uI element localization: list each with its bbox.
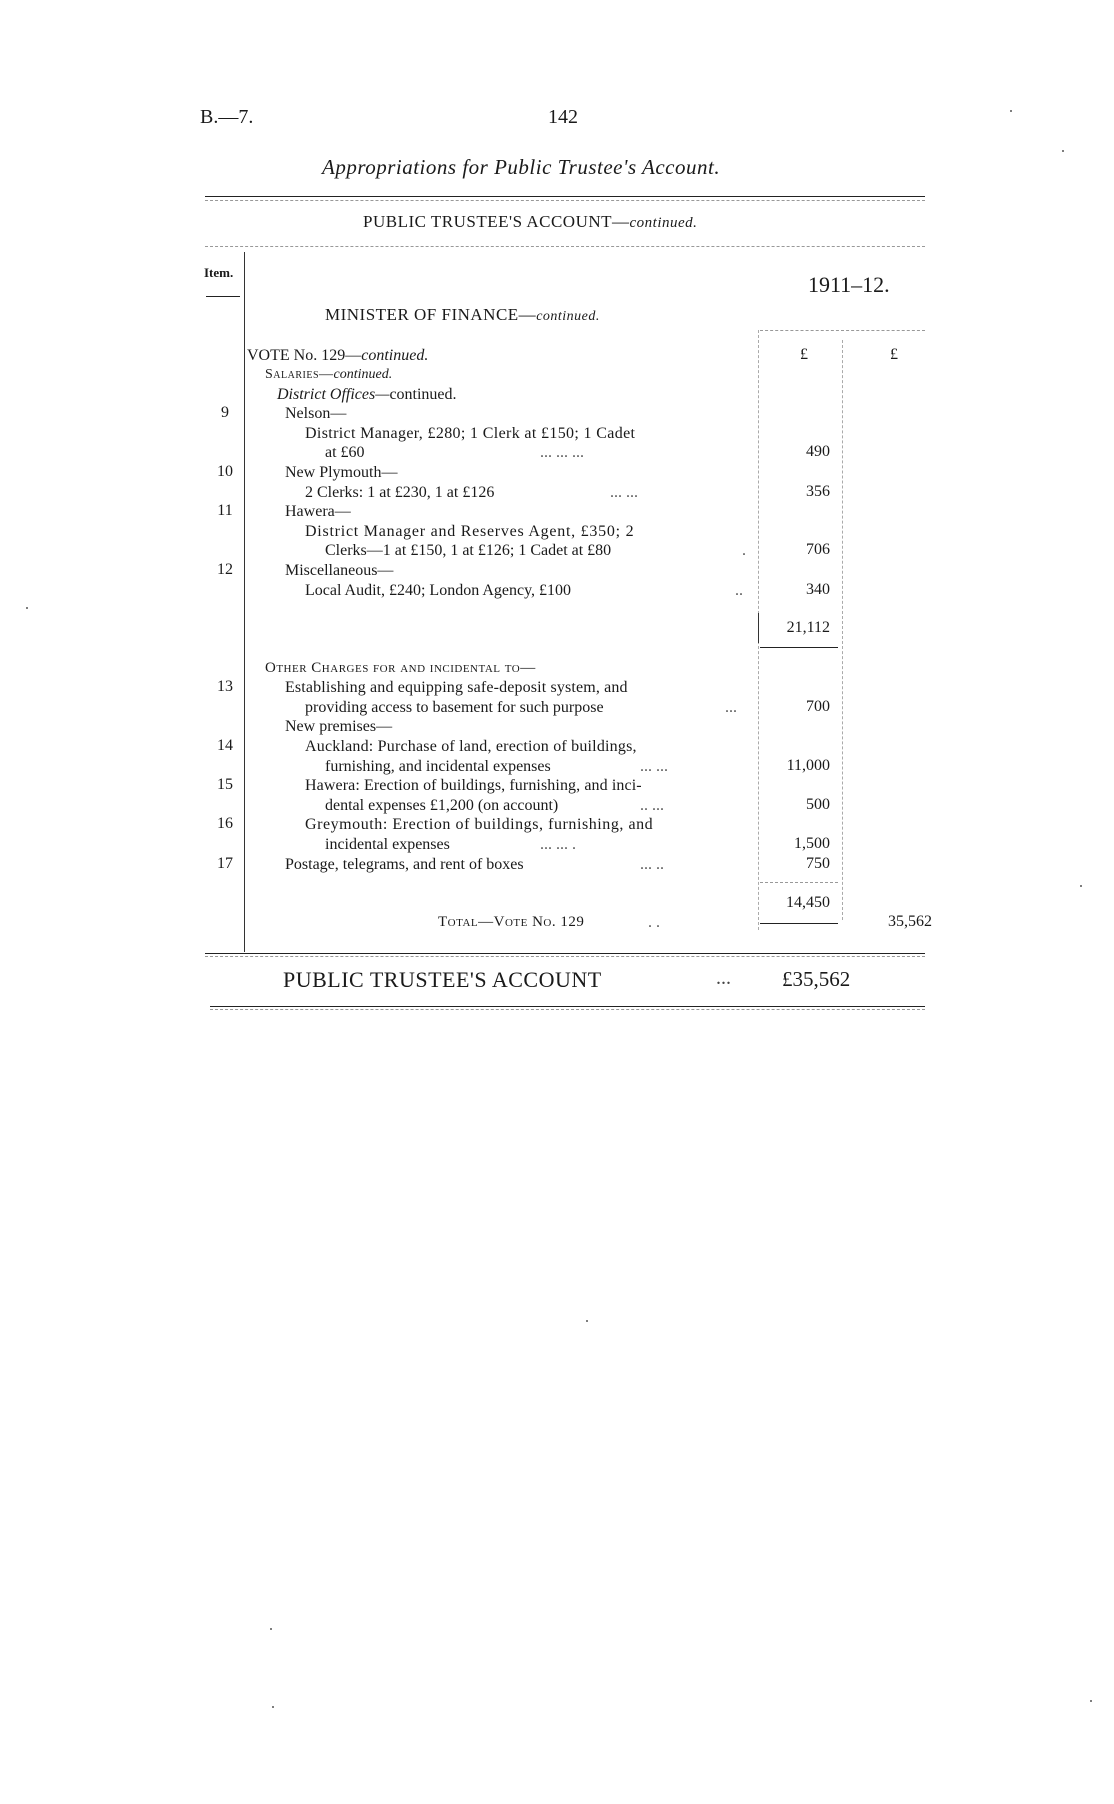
item-17-leader: ... .. xyxy=(640,856,664,873)
bottom-rule-upper xyxy=(205,953,925,954)
subtitle-rule xyxy=(205,246,925,247)
item-14-leader: ... ... xyxy=(640,758,668,775)
vote-total-amount: 35,562 xyxy=(888,913,932,930)
account-subtitle xyxy=(363,212,697,232)
salaries-heading-continued: continued. xyxy=(333,367,393,382)
item-14-amount: 11,000 xyxy=(786,757,830,774)
item-11-heading: Hawera— xyxy=(285,503,351,520)
district-offices-heading-main: District Offices— xyxy=(277,386,390,403)
account-subtitle-continued: continued. xyxy=(629,215,698,231)
item-10-amount: 356 xyxy=(806,483,830,500)
item-number-10: 10 xyxy=(217,463,233,480)
vote-heading-continued: continued. xyxy=(361,347,429,364)
item-9-amount: 490 xyxy=(806,443,830,460)
item-11-line1: District Manager and Reserves Agent, £350; 2 xyxy=(305,523,635,540)
scan-speck xyxy=(1090,1700,1092,1702)
item-number-11: 11 xyxy=(217,502,233,519)
subtotal-bracket xyxy=(758,613,759,643)
other-charges-heading: Other Charges for and incidental to— xyxy=(265,660,536,676)
item-12-amount: 340 xyxy=(806,581,830,598)
bottom-rule-lower xyxy=(210,1006,925,1007)
salaries-heading xyxy=(265,365,392,384)
vote-heading xyxy=(247,346,428,365)
vote-total-leader: . . xyxy=(648,914,660,931)
scan-speck xyxy=(586,1320,588,1322)
bottom-rule-lower-faint xyxy=(210,1009,925,1010)
item-12-line1: Local Audit, £240; London Agency, £100 xyxy=(305,582,572,599)
year-header-underline xyxy=(760,330,925,331)
minister-heading-main: MINISTER OF FINANCE— xyxy=(325,305,537,324)
item-10-heading: New Plymouth— xyxy=(285,464,398,481)
item-15-line1: Hawera: Erection of buildings, furnishing, and inci- xyxy=(305,777,642,794)
amount-column-divider-right xyxy=(842,340,843,920)
item-17-amount: 750 xyxy=(806,855,830,872)
minister-heading xyxy=(325,305,600,325)
top-rule xyxy=(205,196,925,197)
item-9-line1: District Manager, £280; 1 Clerk at £150; 1 Cadet xyxy=(305,425,636,442)
scan-speck xyxy=(1062,150,1064,152)
item-15-line2: dental expenses £1,200 (on account) xyxy=(325,797,559,814)
item-16-line2: incidental expenses xyxy=(325,836,450,853)
item-17-line1: Postage, telegrams, and rent of boxes xyxy=(285,856,524,873)
minister-heading-continued: continued. xyxy=(536,309,600,324)
item-16-line1: Greymouth: Erection of buildings, furnishing, and xyxy=(305,816,654,833)
item-number-16: 16 xyxy=(217,815,233,832)
item-14-line1: Auckland: Purchase of land, erection of buildings, xyxy=(305,738,637,755)
bottom-rule-upper-faint xyxy=(205,956,925,957)
vote-heading-main: VOTE No. 129— xyxy=(247,347,362,364)
vote-total-label: Total—Vote No. 129 xyxy=(438,914,585,930)
item-11-leader: . xyxy=(742,542,746,559)
page-number: 142 xyxy=(548,106,578,128)
item-10-leader: ... ... xyxy=(610,484,638,501)
salaries-subtotal-rule xyxy=(760,647,838,648)
currency-symbol-2: £ xyxy=(890,346,898,363)
other-charges-subtotal-rule-top xyxy=(760,882,838,883)
district-offices-heading-continued: continued. xyxy=(389,386,457,403)
account-total-amount: £35,562 xyxy=(782,967,851,991)
item-number-9: 9 xyxy=(221,404,229,421)
account-total-leader: ... xyxy=(716,967,731,989)
account-total-label: PUBLIC TRUSTEE'S ACCOUNT xyxy=(283,967,602,992)
item-13-line1: Establishing and equipping safe-deposit system, and xyxy=(285,679,628,696)
item-number-13: 13 xyxy=(217,678,233,695)
item-header-underline xyxy=(206,296,240,297)
item-13-line2: providing access to basement for such purpose xyxy=(305,699,604,716)
item-13-amount: 700 xyxy=(806,698,830,715)
item-16-amount: 1,500 xyxy=(794,835,830,852)
item-number-14: 14 xyxy=(217,737,233,754)
scan-speck xyxy=(1080,885,1082,887)
financial-year-header: 1911–12. xyxy=(808,272,890,297)
district-offices-heading xyxy=(277,385,457,404)
item-number-12: 12 xyxy=(217,561,233,578)
item-11-line2: Clerks—1 at £150, 1 at £126; 1 Cadet at £80 xyxy=(325,542,612,559)
item-12-leader: .. xyxy=(735,582,743,599)
vote-total-rule xyxy=(760,923,838,924)
salaries-heading-main: Salaries— xyxy=(265,367,334,382)
scan-speck xyxy=(272,1706,274,1708)
item-15-amount: 500 xyxy=(806,796,830,813)
item-11-amount: 706 xyxy=(806,541,830,558)
item-15-leader: .. ... xyxy=(640,797,664,814)
item-number-17: 17 xyxy=(217,855,233,872)
salaries-subtotal: 21,112 xyxy=(786,619,830,636)
item-16-leader: ... ... . xyxy=(540,836,576,853)
new-premises-heading: New premises— xyxy=(285,718,393,735)
item-13-leader: ... xyxy=(725,699,737,716)
item-14-line2: furnishing, and incidental expenses xyxy=(325,758,551,775)
scan-speck xyxy=(26,607,28,609)
document-reference: B.—7. xyxy=(200,106,254,128)
item-9-leader: ... ... ... xyxy=(540,444,584,461)
scan-speck xyxy=(1010,110,1012,112)
scan-speck xyxy=(270,1628,272,1630)
item-column-header: Item. xyxy=(204,265,234,280)
top-rule-faint xyxy=(205,200,925,201)
account-subtitle-main: PUBLIC TRUSTEE'S ACCOUNT— xyxy=(363,212,630,231)
item-9-line2: at £60 xyxy=(325,444,365,461)
other-charges-subtotal: 14,450 xyxy=(786,894,830,911)
item-9-heading: Nelson— xyxy=(285,405,347,422)
item-column-divider xyxy=(244,252,245,952)
item-12-heading: Miscellaneous— xyxy=(285,562,394,579)
page-title: Appropriations for Public Trustee's Account. xyxy=(322,155,721,179)
currency-symbol-1: £ xyxy=(800,346,808,363)
item-number-15: 15 xyxy=(217,776,233,793)
item-10-line1: 2 Clerks: 1 at £230, 1 at £126 xyxy=(305,484,495,501)
